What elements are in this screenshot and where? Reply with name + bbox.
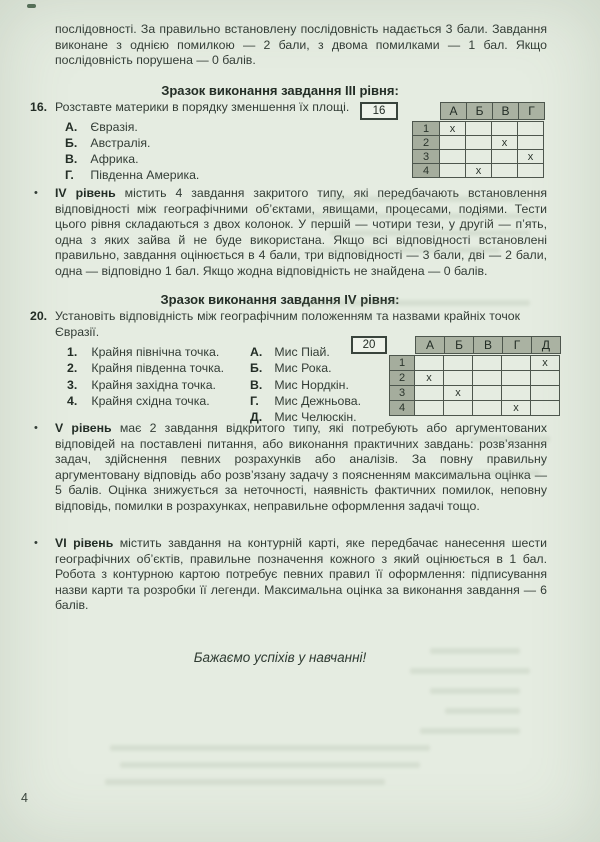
answer-cell	[530, 385, 560, 401]
answer-cell	[439, 135, 466, 150]
row-label: 2	[412, 135, 440, 150]
page-number: 4	[21, 791, 28, 805]
closing-wish: Бажаємо успіхів у навчанні!	[193, 650, 367, 665]
answer-cell	[414, 385, 444, 401]
bullet-marker: •	[34, 187, 38, 199]
question-20-block	[30, 309, 551, 425]
level6-lead: VI рівень	[55, 536, 114, 550]
bleedthrough-artifact	[430, 688, 520, 694]
question-20-number: 20.	[30, 309, 48, 323]
level4-sample-heading: Зразок виконання завдання IV рівня:	[160, 292, 400, 307]
grid-corner	[390, 336, 416, 354]
answer-grid-row	[360, 136, 545, 150]
bleedthrough-artifact	[410, 668, 530, 674]
answer-grid-row	[351, 386, 561, 401]
row-label: 2	[389, 370, 415, 386]
column-header: Д	[531, 336, 561, 354]
bleedthrough-artifact	[310, 247, 500, 253]
bleedthrough-artifact	[120, 762, 420, 768]
answer-cell	[414, 400, 444, 416]
matching-item	[67, 344, 235, 360]
answer-cell: х	[443, 385, 473, 401]
bleedthrough-artifact	[300, 300, 530, 306]
question-16-block	[30, 100, 545, 183]
answer-cell	[414, 355, 444, 371]
matching-item-text: Крайня східна точка.	[91, 393, 210, 408]
answer-cell: х	[491, 135, 518, 150]
answer-cell: х	[530, 355, 560, 371]
answer-grid-row	[351, 371, 561, 386]
matching-item-number: 4.	[67, 393, 78, 408]
bleedthrough-artifact	[440, 470, 540, 476]
answer-grid-row	[351, 401, 561, 416]
row-label: 1	[412, 121, 440, 136]
grid-gap	[360, 150, 413, 164]
column-header: А	[440, 102, 467, 120]
matching-item-text: Крайня західна точка.	[91, 377, 216, 392]
level5-text: має 2 завдання відкритого типу, які потребують або аргументованих відповідей на поставлені питання, або виконання практичних завдань: розв’язання задач, здійснення певних розрахунків або аналізів. За повну правильну аргументовану відповідь або розв’язану задачу з поясненням максимальна оцінка — 5 балів. Оцінка знижується за неточності, наявність фактичних помилок, неповну відповідь, помилки в розрахунках, неправильне оформлення задачі тощо.	[55, 421, 548, 513]
answer-cell	[472, 355, 502, 371]
scan-speck-artifact	[27, 4, 36, 8]
bleedthrough-artifact	[445, 708, 520, 714]
answer-cell	[439, 163, 466, 178]
answer-cell	[530, 400, 560, 416]
grid-gap	[398, 102, 413, 120]
answer-cell	[472, 400, 502, 416]
answer-cell: х	[465, 163, 492, 178]
matching-item-text: Мис Нордкін.	[274, 377, 349, 392]
matching-item-text: Мис Піай.	[274, 345, 330, 360]
answer-cell: х	[414, 370, 444, 386]
task-number-box: 16	[360, 102, 398, 120]
column-header: Г	[502, 336, 532, 354]
bleedthrough-artifact	[420, 728, 520, 734]
answer-cell	[501, 385, 531, 401]
matching-item-text: Мис Дежньова.	[274, 393, 362, 408]
bleedthrough-artifact	[110, 745, 430, 751]
answer-cell	[465, 135, 492, 150]
option-text: Австралія.	[90, 135, 151, 150]
answer-cell	[530, 370, 560, 386]
grid-gap	[360, 136, 413, 150]
option-letter: Б.	[65, 135, 78, 150]
grid-corner	[413, 102, 441, 120]
level5-lead: V рівень	[55, 421, 112, 435]
answer-grid-row	[360, 122, 545, 136]
question-16-text: Розставте материки в порядку зменшення їх площі.	[55, 100, 350, 114]
option-letter: Г.	[65, 167, 74, 182]
question-16-number: 16.	[30, 100, 48, 114]
answer-grid-row	[360, 164, 545, 178]
level6-paragraph	[34, 536, 547, 614]
matching-item-text: Мис Рока.	[274, 361, 332, 376]
bullet-marker: •	[34, 537, 38, 549]
answer-cell	[517, 121, 544, 136]
grid-gap	[351, 401, 390, 416]
answer-cell	[491, 121, 518, 136]
answer-cell	[501, 355, 531, 371]
answer-cell	[465, 149, 492, 164]
bleedthrough-artifact	[330, 230, 530, 236]
matching-item-letter: В.	[250, 377, 263, 392]
answer-grid-row	[351, 356, 561, 371]
row-label: 4	[412, 163, 440, 178]
level3-sample-heading: Зразок виконання завдання III рівня:	[161, 83, 399, 98]
option-letter: В.	[65, 151, 78, 166]
option-letter: А.	[65, 119, 78, 134]
answer-cell	[517, 135, 544, 150]
question-16-answer-grid	[360, 102, 545, 178]
answer-cell: х	[439, 121, 466, 136]
matching-item-text: Мис Челюскін.	[274, 409, 357, 424]
intro-paragraph	[55, 22, 547, 69]
matching-item	[67, 393, 235, 409]
level4-text: містить 4 завдання закритого типу, які передбачають встановлення відповідності між географічними об’єктами, явищами, процесами, подіями. Тести цього рівня складаються з двох колонок. У першій — чотири тези, у другій — п’ять, одна з яких зайва й не буде використана. Якщо всі відповідності встановлені правильно, завдання оцінюється в 4 бали, три відповідності — 3 бали, дві — 2 бали, одна — відповідно 1 бал. Якщо жодна відповідність не знайдена — 0 балів.	[55, 186, 547, 278]
matching-item-letter: Б.	[250, 361, 263, 376]
question-20-text: Установіть відповідність між географічним положенням та назвами крайніх точок Євразії.	[55, 309, 520, 339]
option-text: Євразія.	[90, 119, 138, 134]
matching-item-text: Крайня північна точка.	[91, 345, 220, 360]
column-header: Б	[444, 336, 474, 354]
answer-cell	[439, 149, 466, 164]
matching-item-number: 1.	[67, 345, 78, 360]
matching-item-text: Крайня південна точка.	[91, 361, 225, 376]
matching-item-letter: А.	[250, 345, 263, 360]
column-header: Г	[518, 102, 545, 120]
row-label: 1	[389, 355, 415, 371]
level6-text: містить завдання на контурній карті, яке передбачає нанесення шести географічних об’єктів, правильне позначення кожного з який оцінюється в 1 бал. Робота з контурною картою потребує певних правил її оформлення: підписування назви карти та розробки її легенди. Максимальна оцінка за виконання завдання — 6 балів.	[55, 536, 547, 613]
bleedthrough-artifact	[470, 436, 550, 442]
answer-cell	[491, 149, 518, 164]
answer-cell: х	[517, 149, 544, 164]
option-text: Африка.	[90, 151, 139, 166]
grid-gap	[360, 122, 413, 136]
grid-gap	[351, 386, 390, 401]
column-header: Б	[466, 102, 493, 120]
bullet-marker: •	[34, 422, 38, 434]
answer-grid-header-row	[360, 102, 545, 120]
intro-paragraph-text: послідовності. За правильно встановлену послідовність надається 3 бали. Завдання виконане з однією помилкою — 2 бали, з двома помилками — 1 бал. Якщо послідовність порушена — 0 балів.	[55, 22, 547, 68]
answer-cell	[443, 355, 473, 371]
level4-lead: IV рівень	[55, 186, 116, 200]
column-header: В	[492, 102, 519, 120]
answer-cell	[501, 370, 531, 386]
matching-item-letter: Г.	[250, 393, 259, 408]
grid-gap	[360, 164, 413, 178]
answer-cell	[491, 163, 518, 178]
answer-cell	[472, 385, 502, 401]
answer-cell	[443, 400, 473, 416]
grid-gap	[351, 371, 390, 386]
answer-cell: х	[501, 400, 531, 416]
column-header: В	[473, 336, 503, 354]
bleedthrough-artifact	[430, 648, 520, 654]
answer-cell	[465, 121, 492, 136]
answer-grid-row	[360, 150, 545, 164]
row-label: 3	[389, 385, 415, 401]
bleedthrough-artifact	[320, 196, 530, 202]
matching-item-number: 2.	[67, 361, 78, 376]
answer-cell	[472, 370, 502, 386]
matching-item	[67, 377, 235, 393]
matching-item-letter: Д.	[250, 409, 263, 424]
option-text: Південна Америка.	[90, 167, 200, 182]
column-header: А	[415, 336, 445, 354]
bleedthrough-artifact	[300, 213, 540, 219]
answer-cell	[517, 163, 544, 178]
answer-cell	[443, 370, 473, 386]
matching-item-number: 3.	[67, 377, 78, 392]
answer-grid-header-row	[351, 336, 561, 354]
row-label: 4	[389, 400, 415, 416]
question-20-answer-grid	[351, 336, 561, 416]
row-label: 3	[412, 149, 440, 164]
matching-left-column	[67, 344, 235, 425]
task-number-box: 20	[351, 336, 387, 354]
bleedthrough-artifact	[105, 779, 385, 785]
matching-item	[67, 360, 235, 376]
grid-gap	[351, 356, 390, 371]
